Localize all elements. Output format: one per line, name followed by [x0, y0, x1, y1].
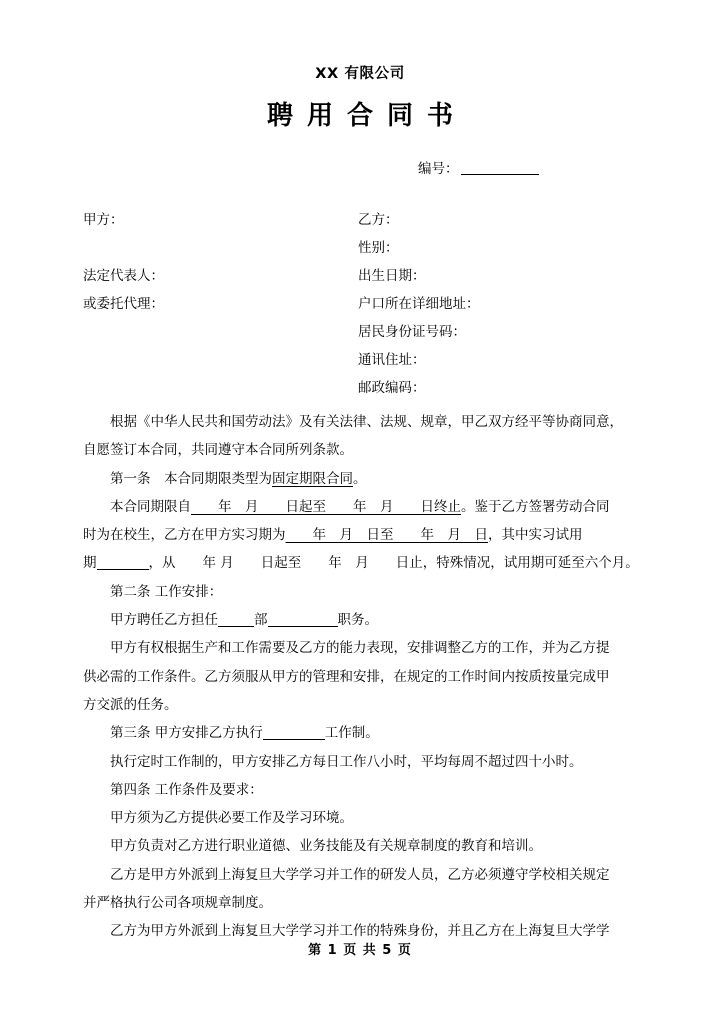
party-row: [83, 346, 643, 374]
article-4-line-4: 并严格执行公司各项规章制度。: [83, 895, 272, 912]
article-4-number: 第四条: [110, 781, 151, 798]
article-4-heading-text: 工作条件及要求：: [154, 781, 263, 798]
article-4-line-3: 乙方是甲方外派到上海复旦大学学习并工作的研发人员，乙方必须遵守学校相关规定: [110, 866, 610, 883]
serial-number-row: [418, 158, 539, 180]
article-2-body-line-3: 方交派的任务。: [83, 696, 178, 713]
department-blank[interactable]: [218, 626, 254, 627]
appointment-post: 职务。: [337, 612, 378, 629]
mailing-address-label: 通讯住址：: [358, 352, 426, 368]
article-3-heading-line: [83, 719, 645, 747]
page-footer: 第 1 页 共 5 页: [308, 943, 412, 958]
article-4-heading-paragraph: [83, 776, 645, 804]
document-title: 聘用合同书: [266, 101, 467, 131]
party-b-gender-label: 性别：: [358, 240, 399, 256]
serial-number-blank[interactable]: [461, 174, 539, 175]
article-4-paragraph-1: [83, 804, 645, 832]
party-row: [83, 318, 643, 346]
article-3-body-paragraph: [83, 748, 645, 776]
article-1-term-paragraph: [83, 493, 645, 578]
article-2-body-line-1: 甲方有权根据生产和工作需要及乙方的能力表现，安排调整乙方的工作，并为乙方提: [110, 640, 610, 657]
party-row: [83, 206, 643, 234]
appointment-line: [83, 606, 645, 634]
article-2-appointment-paragraph: [83, 606, 645, 634]
article-3-text-pre: 甲方安排乙方执行: [154, 725, 263, 742]
article-1-heading-paragraph: [83, 465, 645, 493]
appointment-pre: 甲方聘任乙方担任: [110, 612, 218, 629]
company-name: XX 有限公司: [315, 66, 405, 82]
article-4-paragraph-3: [83, 861, 645, 918]
article-3-text-post: 工作制。: [324, 725, 379, 742]
party-row: [83, 290, 643, 318]
internship-dates-blank[interactable]: 年 月 日至 年 月 日: [285, 527, 488, 544]
party-row: [83, 262, 643, 290]
parties-block: [83, 206, 643, 402]
term-line-3-pre: 期: [83, 555, 97, 572]
contract-type-value[interactable]: 固定期限合同: [272, 470, 353, 487]
article-3-number: 第三条: [110, 725, 151, 742]
article-1-number: 第一条: [110, 470, 151, 487]
term-line-2: [83, 521, 645, 549]
contract-body: [83, 408, 645, 946]
party-b-label: 乙方：: [358, 212, 399, 228]
article-2-heading-paragraph: [83, 578, 645, 606]
term-line-1-post: 。鉴于乙方签署劳动合同: [461, 498, 610, 515]
household-address-label: 户口所在详细地址：: [358, 296, 480, 312]
authorized-agent-label: 或委托代理：: [83, 296, 164, 312]
article-4-line-2: 甲方负责对乙方进行职业道德、业务技能及有关规章制度的教育和培训。: [110, 838, 542, 855]
position-blank[interactable]: [268, 626, 338, 627]
article-4-paragraph-2: [83, 832, 645, 860]
term-dates-blank[interactable]: 年 月 日起至 年 月 日终止: [191, 498, 461, 515]
birth-date-label: 出生日期：: [358, 268, 426, 284]
term-line-1-pre: 本合同期限自: [110, 498, 191, 515]
preamble-line-2: 自愿签订本合同，共同遵守本合同所列条款。: [83, 442, 353, 459]
postal-code-label: 邮政编码：: [358, 380, 426, 396]
term-line-2-post: ，其中实习试用: [488, 527, 583, 544]
preamble-paragraph: [83, 408, 645, 465]
article-3-heading-paragraph: [83, 719, 645, 747]
article-4-line-1: 甲方须为乙方提供必要工作及学习环境。: [110, 810, 353, 827]
article-2-heading-line: [83, 578, 645, 606]
preamble-line-1: 根据《中华人民共和国劳动法》及有关法律、法规、规章，甲乙双方经平等协商同意，: [110, 414, 623, 430]
article-2-body-line-2: 供必需的工作条件。乙方须服从甲方的管理和安排，在规定的工作时间内按质按量完成甲: [83, 668, 610, 685]
term-line-3: [83, 549, 645, 577]
term-line-2-pre: 时为在校生，乙方在甲方实习期为: [83, 527, 286, 544]
article-2-number: 第二条: [110, 583, 151, 600]
party-row: [83, 234, 643, 262]
term-line-3-post: ，从 年 月 日起至 年 月 日止，特殊情况，试用期可延至六个月。: [148, 555, 639, 572]
probation-period-blank[interactable]: [97, 569, 149, 570]
article-1-heading-line: [83, 465, 645, 493]
term-line-1: [83, 493, 645, 521]
article-1-heading-period: 。: [353, 470, 367, 487]
article-3-body-line-1: 执行定时工作制的，甲方安排乙方每日工作八小时，平均每周不超过四十小时。: [110, 753, 583, 770]
legal-representative-label: 法定代表人：: [83, 268, 164, 284]
article-4-heading-line: [83, 776, 645, 804]
article-4-line-5: 乙方为甲方外派到上海复旦大学学习并工作的特殊身份，并且乙方在上海复旦大学学: [110, 923, 610, 940]
work-schedule-blank[interactable]: [263, 739, 325, 740]
party-row: [83, 374, 643, 402]
serial-number-label: 编号：: [418, 161, 459, 177]
party-a-label: 甲方：: [83, 212, 124, 228]
id-number-label: 居民身份证号码：: [358, 324, 466, 340]
article-2-heading-text: 工作安排：: [154, 583, 223, 600]
article-2-body-paragraph: [83, 634, 645, 719]
article-1-heading-text: 本合同期限类型为: [164, 470, 272, 487]
appointment-mid: 部: [254, 612, 268, 629]
